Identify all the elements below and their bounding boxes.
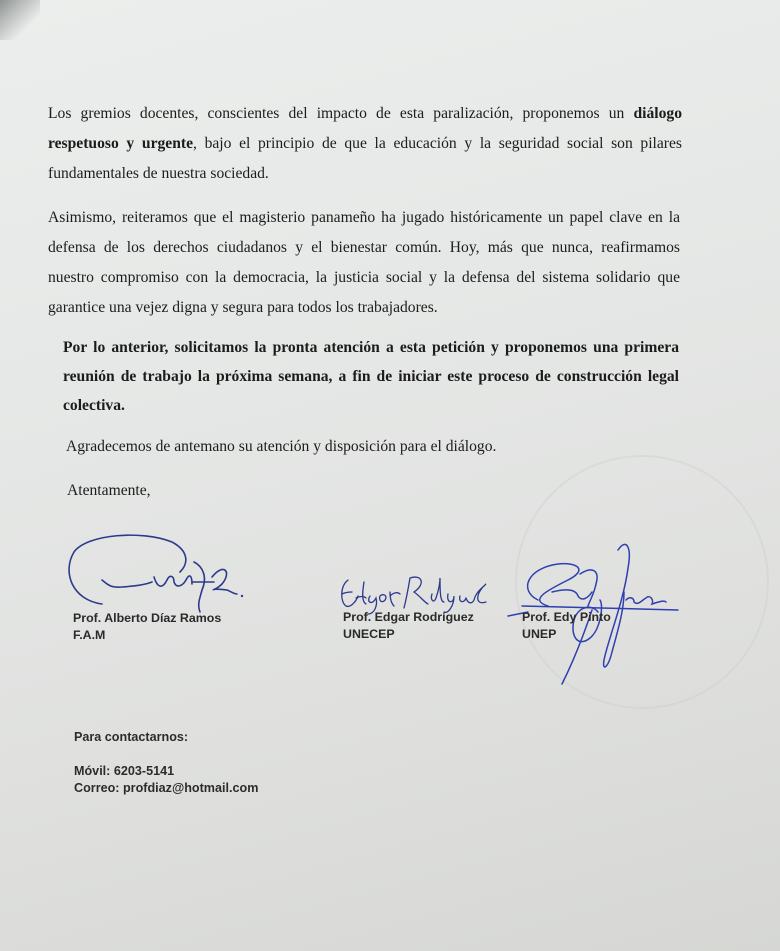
text-line: Asimismo, reiteramos que el magisterio panameño ha jugado históricamente un papel clave en la: [48, 209, 680, 226]
signatory-block-unecep: [343, 609, 474, 643]
spacer: [74, 746, 258, 763]
paragraph-magisterio-role: [48, 203, 680, 323]
text-line: fundamentales de nuestra sociedad.: [48, 165, 269, 182]
text-line: Por lo anterior, solicitamos la pronta atención a esta petición y proponemos una primera: [63, 339, 679, 356]
signatory-block-unep: [522, 609, 611, 643]
bold-text: respetuoso y urgente: [48, 135, 193, 152]
signatory-org: F.A.M: [73, 628, 106, 642]
signature-edgar-rodriguez: [336, 572, 496, 614]
text-line: defensa de los derechos ciudadanos y el bienestar común. Hoy, más que nunca, reafirmamos: [48, 239, 680, 256]
bold-text: diálogo: [633, 105, 682, 122]
signatory-name: Prof. Alberto Díaz Ramos: [73, 611, 222, 625]
contact-mobile: Móvil: 6203-5141: [74, 764, 175, 778]
signatory-org: UNECEP: [343, 627, 395, 641]
text-line: colectiva.: [63, 397, 125, 414]
signatory-block-fam: [73, 610, 221, 644]
signatory-name: Prof. Edy Pinto: [522, 610, 611, 624]
signatory-org: UNEP: [522, 627, 557, 641]
text-line: respetuoso y urgente, bajo el principio de que la educación y la seguridad social son pilares: [48, 135, 682, 152]
closing-thanks: Agradecemos de antemano su atención y disposición para el diálogo.: [66, 438, 497, 455]
text-line: garantice una vejez digna y segura para todos los trabajadores.: [48, 299, 438, 316]
text-line: Los gremios docentes, conscientes del impacto de esta paralización, proponemos un diálogo: [48, 105, 682, 122]
text-line: reunión de trabajo la próxima semana, a fin de iniciar este proceso de construcción legal: [63, 368, 679, 385]
closing-salutation: Atentamente,: [67, 482, 151, 499]
contact-block: [74, 729, 258, 797]
contact-heading: Para contactarnos:: [74, 730, 189, 744]
paragraph-dialogue-proposal: [48, 99, 682, 189]
paragraph-meeting-request: [63, 333, 679, 420]
text-line: nuestro compromiso con la democracia, la justicia social y la defensa del sistema solidario que: [48, 269, 680, 286]
page-corner-shadow: [0, 0, 40, 40]
signatory-name: Prof. Edgar Rodríguez: [343, 610, 474, 624]
contact-email: Correo: profdiaz@hotmail.com: [74, 781, 259, 795]
signature-alberto-diaz: [62, 532, 252, 622]
